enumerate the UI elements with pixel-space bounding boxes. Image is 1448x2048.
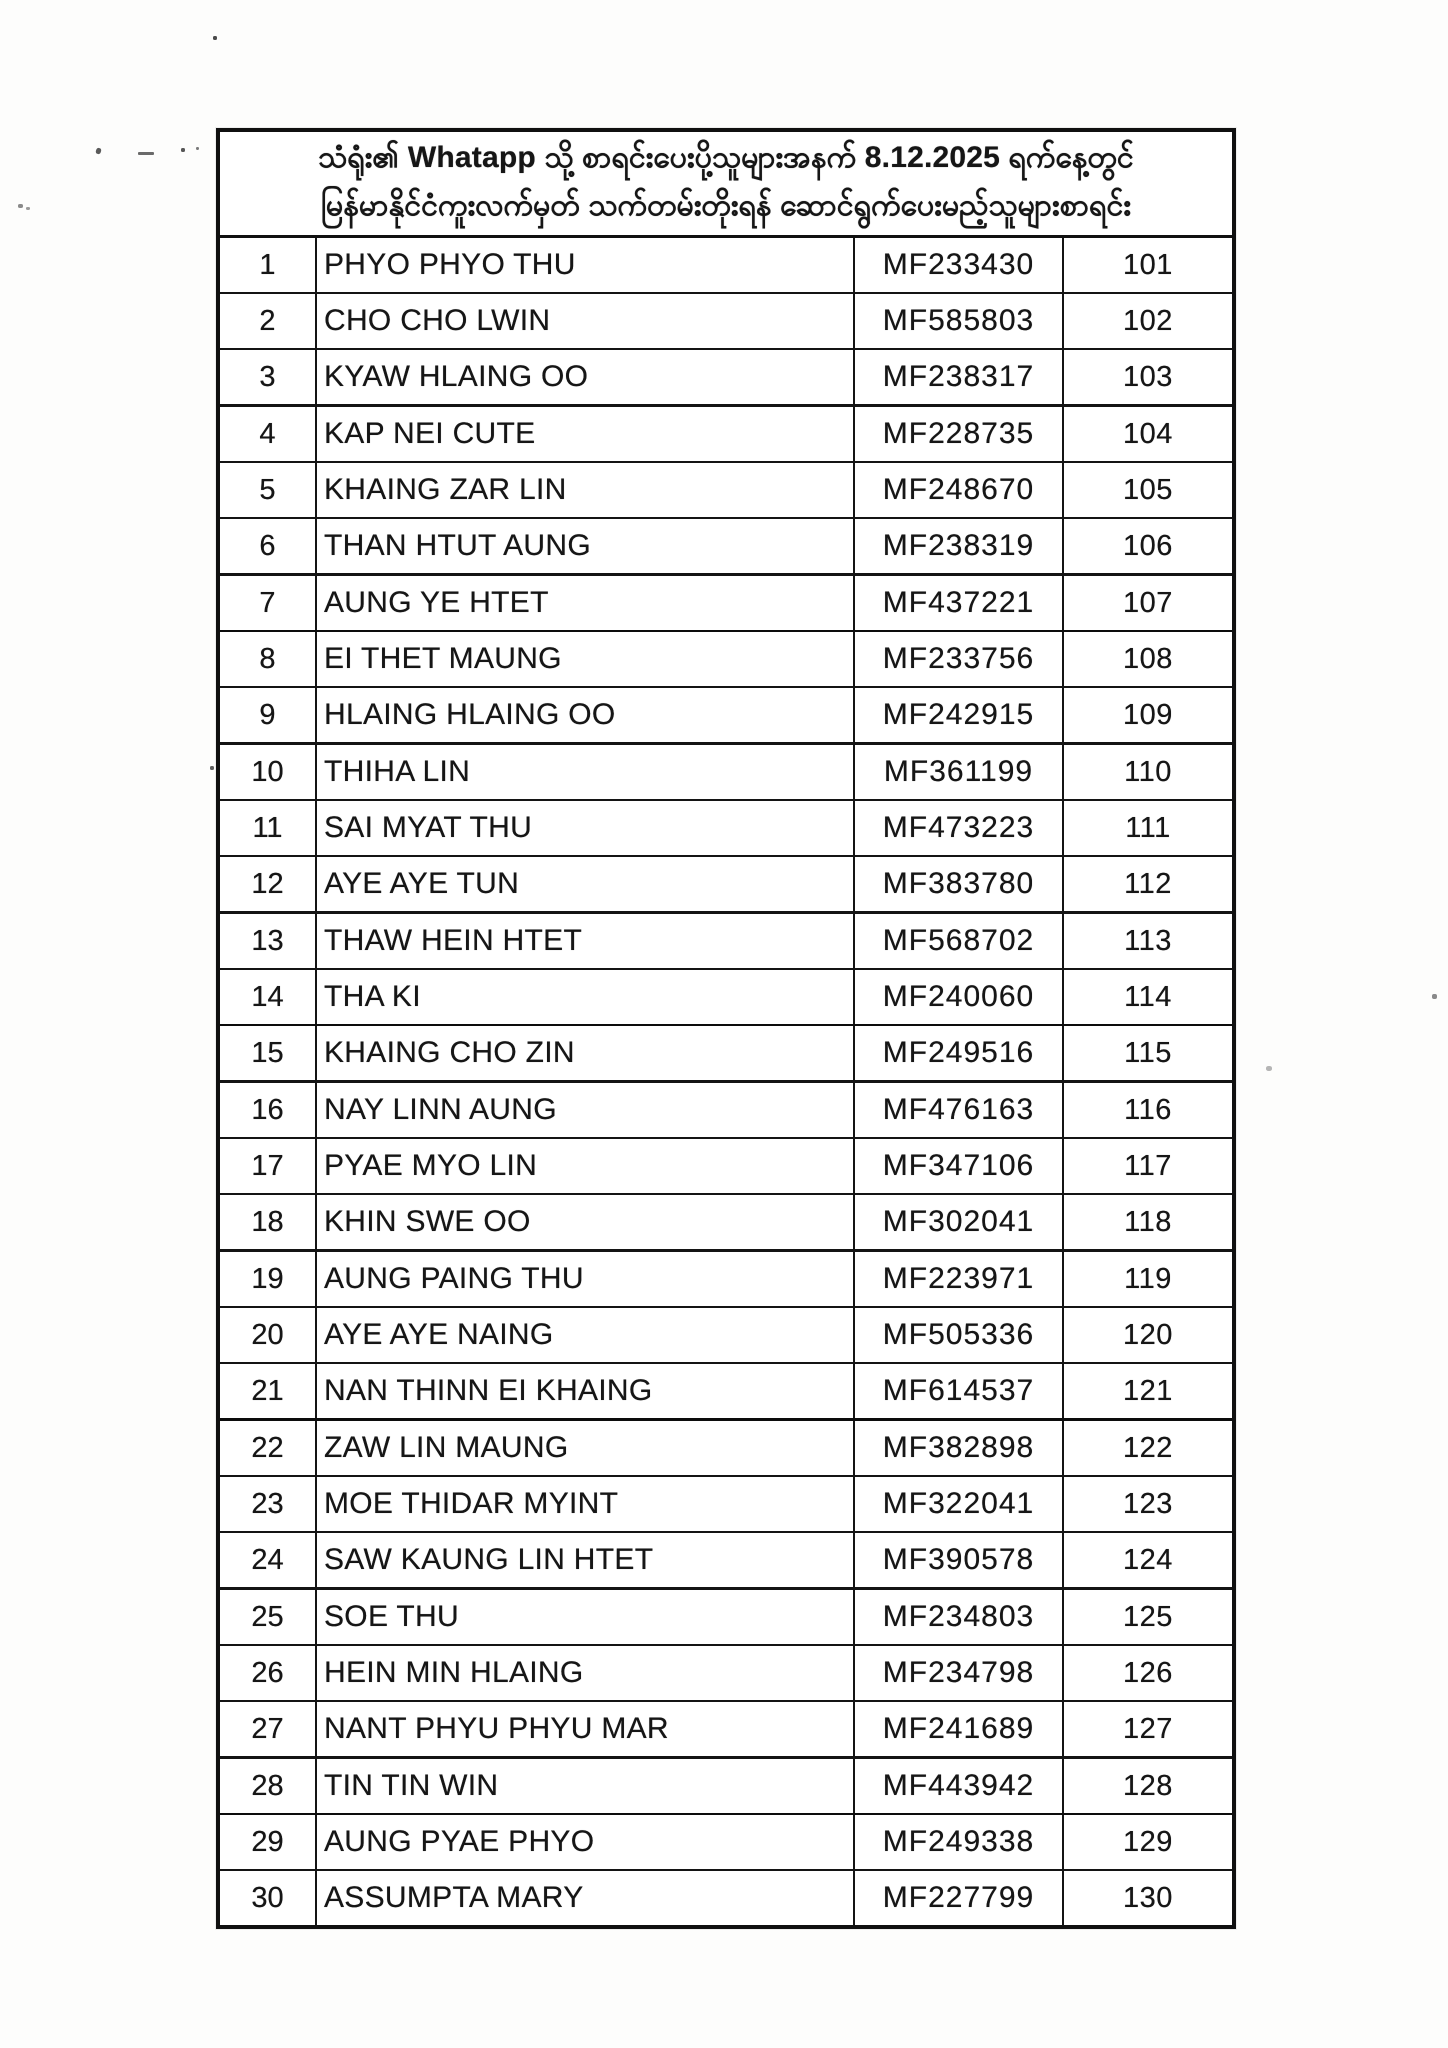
scan-speck <box>181 148 185 152</box>
serial-number-cell: 109 <box>1123 698 1173 731</box>
name-cell: KHAING CHO ZIN <box>317 1026 855 1080</box>
name-cell: NANT PHYU PHYU MAR <box>317 1702 855 1756</box>
table-row <box>220 857 1232 914</box>
serial-number-cell: 107 <box>1123 586 1173 619</box>
table-row <box>220 632 1232 688</box>
name-cell: AUNG YE HTET <box>317 576 855 630</box>
table-rows <box>220 238 1232 1925</box>
passport-code-cell: MF614537 <box>855 1364 1064 1418</box>
row-number-cell: 2 <box>220 294 317 348</box>
passport-code-cell: MF382898 <box>855 1421 1064 1475</box>
scan-speck <box>196 147 199 150</box>
row-number-cell: 4 <box>220 407 317 461</box>
passport-code-cell: MF238317 <box>855 350 1064 404</box>
table-row <box>220 1590 1232 1646</box>
passport-code-cell: MF437221 <box>855 576 1064 630</box>
table-title <box>220 132 1232 238</box>
row-number-cell: 11 <box>220 801 317 855</box>
row-number-cell: 13 <box>220 914 317 968</box>
serial-number-cell: 126 <box>1123 1656 1173 1689</box>
serial-number-cell: 117 <box>1124 1149 1172 1182</box>
row-number-cell: 19 <box>220 1252 317 1306</box>
passport-code-cell: MF248670 <box>855 463 1064 517</box>
row-number-cell: 15 <box>220 1026 317 1080</box>
passport-code-cell: MF240060 <box>855 970 1064 1024</box>
row-number-cell: 26 <box>220 1646 317 1700</box>
passport-code-cell: MF302041 <box>855 1195 1064 1249</box>
serial-number-cell: 101 <box>1123 248 1173 281</box>
table-row <box>220 801 1232 857</box>
serial-number-cell: 119 <box>1124 1262 1172 1295</box>
scan-speck <box>26 207 30 210</box>
table-row <box>220 407 1232 463</box>
name-cell: HEIN MIN HLAING <box>317 1646 855 1700</box>
serial-number-cell: 105 <box>1123 473 1173 506</box>
passport-code-cell: MF238319 <box>855 519 1064 573</box>
table-row <box>220 1533 1232 1590</box>
scan-speck <box>213 36 217 40</box>
table-row <box>220 970 1232 1026</box>
row-number-cell: 25 <box>220 1590 317 1644</box>
table-row <box>220 688 1232 745</box>
table-row <box>220 1308 1232 1364</box>
name-cell: AYE AYE TUN <box>317 857 855 911</box>
name-cell: SAW KAUNG LIN HTET <box>317 1533 855 1587</box>
table-row <box>220 1477 1232 1533</box>
table-row <box>220 1364 1232 1421</box>
row-number-cell: 21 <box>220 1364 317 1418</box>
passport-code-cell: MF233430 <box>855 238 1064 292</box>
serial-number-cell: 108 <box>1123 642 1173 675</box>
table-row <box>220 238 1232 294</box>
serial-number-cell: 123 <box>1123 1487 1173 1520</box>
serial-number-cell: 104 <box>1123 417 1173 450</box>
row-number-cell: 27 <box>220 1702 317 1756</box>
name-cell: PYAE MYO LIN <box>317 1139 855 1193</box>
table-row <box>220 576 1232 632</box>
passport-code-cell: MF476163 <box>855 1083 1064 1137</box>
serial-number-cell: 128 <box>1123 1769 1173 1802</box>
serial-number-cell: 106 <box>1123 529 1173 562</box>
table-row <box>220 350 1232 407</box>
table-row <box>220 1026 1232 1083</box>
table-row <box>220 1252 1232 1308</box>
serial-number-cell: 127 <box>1123 1712 1173 1745</box>
table-row <box>220 914 1232 970</box>
passport-code-cell: MF443942 <box>855 1759 1064 1813</box>
passport-code-cell: MF234803 <box>855 1590 1064 1644</box>
table-row <box>220 1195 1232 1252</box>
scan-speck <box>210 766 214 770</box>
name-cell: SOE THU <box>317 1590 855 1644</box>
name-cell: AUNG PAING THU <box>317 1252 855 1306</box>
table-row <box>220 519 1232 576</box>
passport-code-cell: MF227799 <box>855 1871 1064 1925</box>
passport-code-cell: MF228735 <box>855 407 1064 461</box>
passport-renewal-list-table <box>216 128 1236 1929</box>
row-number-cell: 5 <box>220 463 317 517</box>
name-cell: THA KI <box>317 970 855 1024</box>
passport-code-cell: MF361199 <box>855 745 1064 799</box>
row-number-cell: 16 <box>220 1083 317 1137</box>
name-cell: THAN HTUT AUNG <box>317 519 855 573</box>
table-row <box>220 1139 1232 1195</box>
row-number-cell: 22 <box>220 1421 317 1475</box>
serial-number-cell: 111 <box>1125 811 1171 844</box>
passport-code-cell: MF322041 <box>855 1477 1064 1531</box>
table-title-line2: မြန်မာနိုင်ငံကူးလက်မှတ် သက်တမ်းတိုးရန် ဆောင်ရွက်ပေးမည့်သူများစာရင်း <box>320 188 1132 222</box>
row-number-cell: 29 <box>220 1815 317 1869</box>
row-number-cell: 14 <box>220 970 317 1024</box>
table-row <box>220 463 1232 519</box>
passport-code-cell: MF234798 <box>855 1646 1064 1700</box>
serial-number-cell: 112 <box>1124 867 1172 900</box>
serial-number-cell: 116 <box>1124 1093 1172 1126</box>
row-number-cell: 8 <box>220 632 317 686</box>
serial-number-cell: 124 <box>1123 1543 1173 1576</box>
name-cell: KYAW HLAING OO <box>317 350 855 404</box>
serial-number-cell: 115 <box>1124 1036 1172 1069</box>
row-number-cell: 7 <box>220 576 317 630</box>
name-cell: AYE AYE NAING <box>317 1308 855 1362</box>
passport-code-cell: MF249516 <box>855 1026 1064 1080</box>
row-number-cell: 30 <box>220 1871 317 1925</box>
row-number-cell: 12 <box>220 857 317 911</box>
name-cell: CHO CHO LWIN <box>317 294 855 348</box>
row-number-cell: 3 <box>220 350 317 404</box>
row-number-cell: 24 <box>220 1533 317 1587</box>
table-row <box>220 1421 1232 1477</box>
row-number-cell: 28 <box>220 1759 317 1813</box>
serial-number-cell: 121 <box>1123 1374 1173 1407</box>
serial-number-cell: 113 <box>1124 924 1172 957</box>
name-cell: AUNG PYAE PHYO <box>317 1815 855 1869</box>
name-cell: ZAW LIN MAUNG <box>317 1421 855 1475</box>
name-cell: TIN TIN WIN <box>317 1759 855 1813</box>
row-number-cell: 10 <box>220 745 317 799</box>
name-cell: PHYO PHYO THU <box>317 238 855 292</box>
passport-code-cell: MF505336 <box>855 1308 1064 1362</box>
passport-code-cell: MF347106 <box>855 1139 1064 1193</box>
name-cell: THIHA LIN <box>317 745 855 799</box>
serial-number-cell: 114 <box>1124 980 1172 1013</box>
row-number-cell: 6 <box>220 519 317 573</box>
table-row <box>220 1646 1232 1702</box>
serial-number-cell: 122 <box>1123 1431 1173 1464</box>
row-number-cell: 9 <box>220 688 317 742</box>
name-cell: NAY LINN AUNG <box>317 1083 855 1137</box>
name-cell: KHIN SWE OO <box>317 1195 855 1249</box>
name-cell: KAP NEI CUTE <box>317 407 855 461</box>
name-cell: EI THET MAUNG <box>317 632 855 686</box>
name-cell: MOE THIDAR MYINT <box>317 1477 855 1531</box>
passport-code-cell: MF473223 <box>855 801 1064 855</box>
name-cell: ASSUMPTA MARY <box>317 1871 855 1925</box>
table-row <box>220 294 1232 350</box>
name-cell: SAI MYAT THU <box>317 801 855 855</box>
scan-speck <box>95 147 102 154</box>
scan-speck <box>138 152 154 155</box>
row-number-cell: 18 <box>220 1195 317 1249</box>
serial-number-cell: 102 <box>1123 304 1173 337</box>
row-number-cell: 17 <box>220 1139 317 1193</box>
passport-code-cell: MF249338 <box>855 1815 1064 1869</box>
serial-number-cell: 110 <box>1124 755 1172 788</box>
serial-number-cell: 120 <box>1123 1318 1173 1351</box>
passport-code-cell: MF241689 <box>855 1702 1064 1756</box>
name-cell: HLAING HLAING OO <box>317 688 855 742</box>
name-cell: NAN THINN EI KHAING <box>317 1364 855 1418</box>
passport-code-cell: MF568702 <box>855 914 1064 968</box>
serial-number-cell: 130 <box>1123 1881 1173 1914</box>
table-title-line1: သံရုံး၏ Whatapp သို့ စာရင်းပေးပို့သူများအနက် 8.12.2025 ရက်နေ့တွင် <box>318 140 1134 174</box>
row-number-cell: 20 <box>220 1308 317 1362</box>
passport-code-cell: MF585803 <box>855 294 1064 348</box>
serial-number-cell: 129 <box>1123 1825 1173 1858</box>
row-number-cell: 1 <box>220 238 317 292</box>
passport-code-cell: MF390578 <box>855 1533 1064 1587</box>
passport-code-cell: MF233756 <box>855 632 1064 686</box>
table-row <box>220 1815 1232 1871</box>
scan-speck <box>18 204 23 208</box>
table-row <box>220 1759 1232 1815</box>
row-number-cell: 23 <box>220 1477 317 1531</box>
scan-speck <box>1432 994 1437 999</box>
serial-number-cell: 125 <box>1123 1600 1173 1633</box>
serial-number-cell: 118 <box>1124 1205 1172 1238</box>
passport-code-cell: MF223971 <box>855 1252 1064 1306</box>
table-row <box>220 745 1232 801</box>
table-row <box>220 1871 1232 1925</box>
passport-code-cell: MF242915 <box>855 688 1064 742</box>
table-row <box>220 1083 1232 1139</box>
passport-code-cell: MF383780 <box>855 857 1064 911</box>
name-cell: KHAING ZAR LIN <box>317 463 855 517</box>
serial-number-cell: 103 <box>1123 360 1173 393</box>
table-row <box>220 1702 1232 1759</box>
scan-speck <box>1266 1066 1272 1071</box>
name-cell: THAW HEIN HTET <box>317 914 855 968</box>
